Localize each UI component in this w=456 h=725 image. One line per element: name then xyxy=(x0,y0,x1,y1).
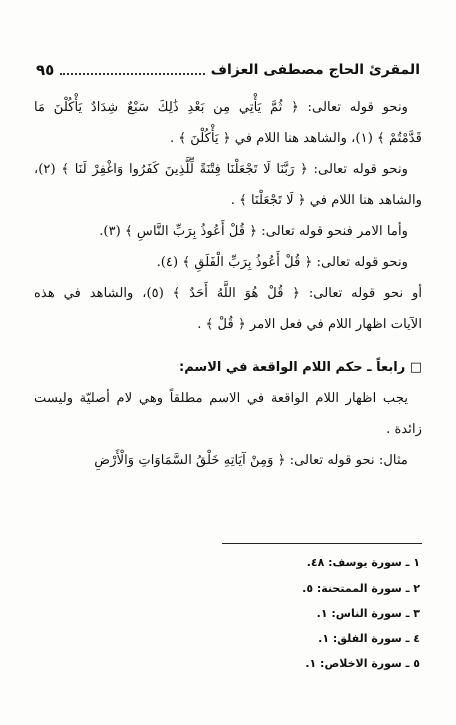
footnote-separator xyxy=(222,543,422,544)
footnote: ٥ ـ سورة الاخلاص: ١. xyxy=(305,657,420,670)
running-header xyxy=(36,58,420,82)
footnote: ١ ـ سورة يوسف: ٤٨. xyxy=(306,556,420,569)
text-line: زائدة . xyxy=(386,422,422,437)
text-line: ونحو قوله تعالى: ﴿ قُلْ أَعُوذُ بِرَبِّ الْفَلَقِ ﴾ (٤). xyxy=(156,255,408,270)
text-line: والشاهد هنا اللام في ﴿ لَا تَجْعَلْنَا ﴾ . xyxy=(230,193,422,208)
header-title: المقرئ الحاج مصطفى العزاف xyxy=(210,62,420,78)
header-dot-leader xyxy=(60,65,204,75)
text-line: وأما الامر فنحو قوله تعالى: ﴿ قُلْ أَعُوذُ بِرَبِّ النَّاسِ ﴾ (٣). xyxy=(99,224,408,239)
page-body xyxy=(34,92,422,476)
text-line: يجب اظهار اللام الواقعة في الاسم مطلقاً وهي لام أصليّة وليست xyxy=(34,391,408,406)
page-number: ٩٥ xyxy=(36,61,55,79)
section-heading: □ رابعاً ـ حكم اللام الواقعة في الاسم: xyxy=(179,360,422,375)
text-line: قَدَّمْتُمْ ﴾ (١)، والشاهد هنا اللام في ﴿ يَأْكُلْنَ ﴾ . xyxy=(169,131,422,146)
text-line: مثال: نحو قوله تعالى: ﴿ وَمِنْ آيَاتِهِ خَلْقُ السَّمَاوَاتِ وَالْأَرْضِ xyxy=(94,453,408,468)
text-line: الآيات اظهار اللام في فعل الامر ﴿ قُلْ ﴾ . xyxy=(197,317,422,332)
footnote: ٢ ـ سورة الممتحنة: ٥. xyxy=(302,582,420,595)
footnote: ٤ ـ سورة الفلق: ١. xyxy=(318,632,420,645)
text-line: ونحو قوله تعالى: ﴿ رَبَّنَا لَا تَجْعَلْنَا فِتْنَةً لِّلَّذِينَ كَفَرُوا وَاغْفِرْ لَنَا ﴾ (٢)، xyxy=(34,162,408,177)
text-line: أو نحو قوله تعالى: ﴿ قُلْ هُوَ اللَّهُ أَحَدٌ ﴾ (٥)، والشاهد في هذه xyxy=(34,286,422,301)
footnote: ٣ ـ سورة الناس: ١. xyxy=(316,607,420,620)
text-line: ونحو قوله تعالى: ﴿ ثُمَّ يَأْتِي مِن بَعْدِ ذَٰلِكَ سَبْعٌ شِدَادٌ يَأْكُلْنَ مَا xyxy=(34,100,408,115)
